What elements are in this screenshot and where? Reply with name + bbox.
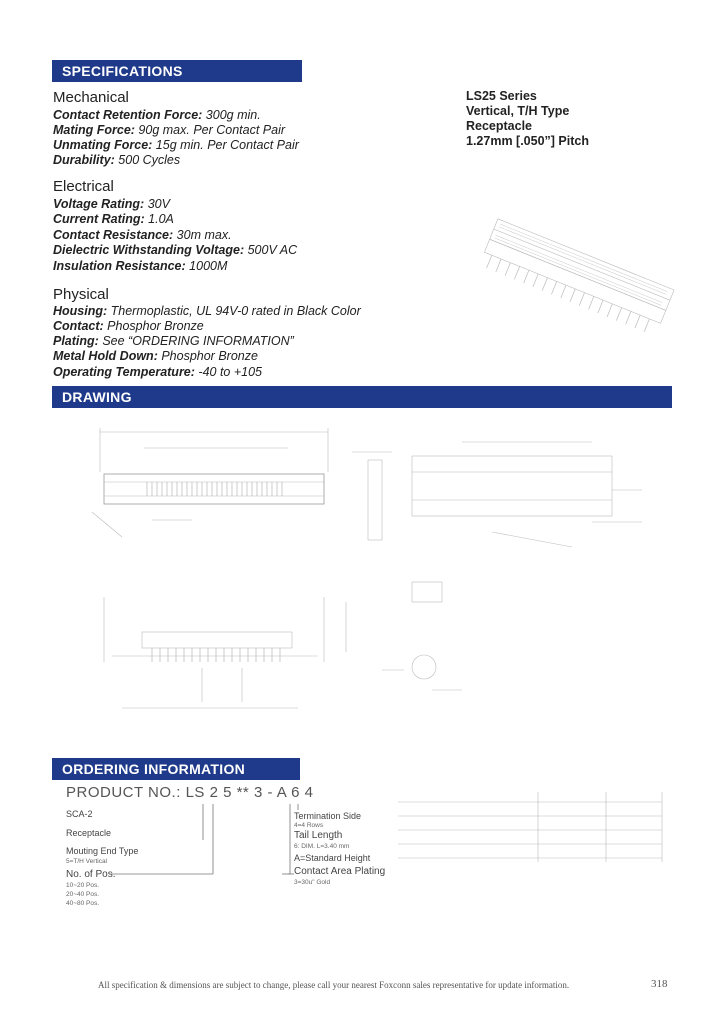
spec-line: Contact Retention Force: 300g min. [53, 108, 261, 122]
pos-option: 20~40 Pos. [66, 891, 100, 898]
pos-label: No. of Pos. [66, 869, 116, 880]
termination-sub: 4=4 Rows [294, 822, 324, 829]
technical-drawing [52, 412, 672, 742]
spec-line: Voltage Rating: 30V [53, 197, 170, 211]
spec-line: Operating Temperature: -40 to +105 [53, 365, 263, 379]
spec-line: Contact: Phosphor Bronze [53, 319, 204, 333]
sca-label: SCA-2 [66, 809, 93, 819]
physical-heading: Physical [53, 286, 109, 303]
tail-sub: 6: DIM. L=3.40 mm [294, 843, 350, 850]
electrical-heading: Electrical [53, 178, 114, 195]
series-type: Vertical, T/H Type [466, 104, 570, 118]
series-pitch: 1.27mm [.050”] Pitch [466, 134, 589, 148]
receptacle-label: Receptacle [66, 828, 112, 838]
ordering-lines [110, 800, 410, 900]
specifications-banner: SPECIFICATIONS [52, 60, 302, 82]
series-info [466, 89, 589, 149]
drawing-banner: DRAWING [52, 386, 672, 408]
termination-label: Termination Side [294, 811, 362, 821]
mounting-sub: 5=T/H Vertical [66, 858, 108, 865]
height-label: A=Standard Height [294, 853, 371, 863]
spec-line: Contact Resistance: 30m max. [53, 228, 232, 242]
spec-line: Durability: 500 Cycles [53, 153, 181, 167]
spec-line: Plating: See “ORDERING INFORMATION” [53, 334, 294, 348]
series-name: LS25 Series [466, 89, 537, 103]
spec-line: Metal Hold Down: Phosphor Bronze [53, 349, 258, 363]
spec-line: Dielectric Withstanding Voltage: 500V AC [53, 243, 298, 257]
connector-illustration [460, 220, 670, 380]
spec-line: Insulation Resistance: 1000M [53, 259, 228, 273]
spec-line: Mating Force: 90g max. Per Contact Pair [53, 123, 286, 137]
ordering-table [398, 788, 668, 868]
mechanical-heading: Mechanical [53, 89, 129, 106]
page-number: 318 [651, 978, 668, 990]
pos-option: 10~20 Pos. [66, 882, 100, 889]
product-number: PRODUCT NO.: LS 2 5 ** 3 - A 6 4 [66, 784, 314, 801]
spec-line: Housing: Thermoplastic, UL 94V-0 rated in Black Color [53, 304, 361, 318]
plating-sub: 3=30u" Gold [294, 879, 331, 886]
spec-line: Current Rating: 1.0A [53, 212, 174, 226]
pos-option: 40~80 Pos. [66, 900, 100, 907]
spec-line: Unmating Force: 15g min. Per Contact Pair [53, 138, 299, 152]
series-kind: Receptacle [466, 119, 533, 133]
tail-label: Tail Length [294, 830, 343, 841]
mounting-label: Mouting End Type [66, 846, 139, 856]
plating-label: Contact Area Plating [294, 866, 386, 877]
ordering-banner: ORDERING INFORMATION [52, 758, 300, 780]
footer-note: All specification & dimensions are subject to change, please call your nearest Foxconn sales representative for update information. [98, 980, 570, 990]
